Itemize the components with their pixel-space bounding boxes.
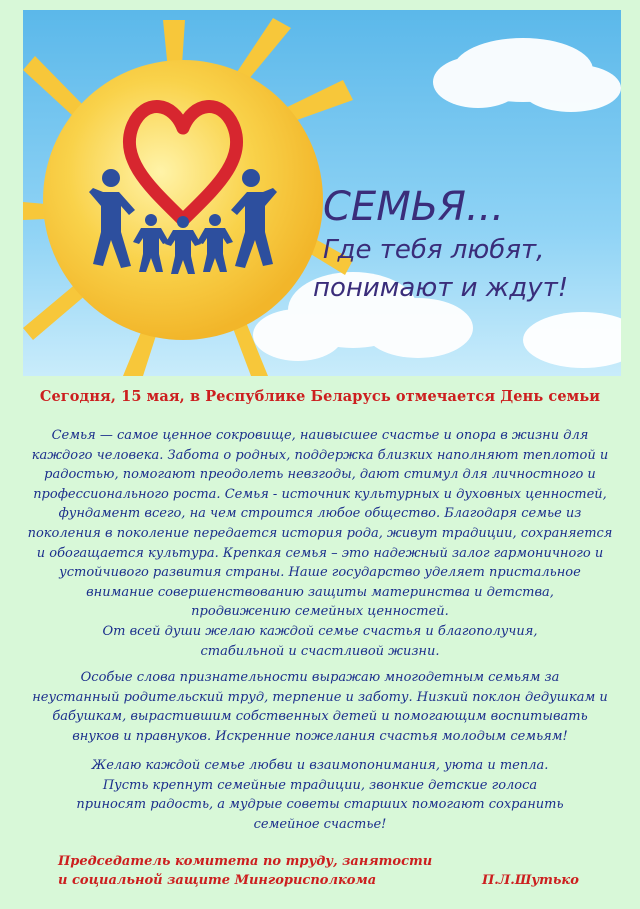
- text-line: устойчивого развития страны. Наше государство уделяет пристальное: [59, 565, 581, 581]
- paragraph-wishes: [20, 756, 620, 834]
- banner-line-2: понимают и ждут!: [313, 273, 569, 303]
- text-line: радостью, помогают преодолеть невзгоды, дают стимул для личностного и: [44, 467, 596, 483]
- text-line: бабушкам, вырастившим собственных детей и помогающим воспитывать: [52, 709, 588, 725]
- signature-line-2: и социальной защите Мингорисполкома: [58, 873, 377, 888]
- text-line: Пусть крепнут семейные традиции, звонкие детские голоса: [102, 777, 538, 793]
- page-title: Сегодня, 15 мая, в Республике Беларусь отмечается День семьи: [39, 388, 601, 405]
- text-line: стабильной и счастливой жизни.: [200, 643, 440, 659]
- text-line: внуков и правнуков. Искренние пожелания счастья молодым семьям!: [72, 728, 568, 744]
- banner-headline: СЕМЬЯ...: [323, 184, 505, 230]
- signature-line-1: Председатель комитета по труду, занятости: [58, 854, 433, 869]
- text-line: неустанный родительский труд, терпение и заботу. Низкий поклон дедушкам и: [32, 689, 608, 705]
- text-line: От всей души желаю каждой семье счастья и благополучия,: [102, 623, 538, 639]
- text-line: семейное счастье!: [253, 816, 387, 832]
- text-line: Семья — самое ценное сокровище, наивысшее счастье и опора в жизни для: [51, 428, 589, 443]
- text-line: продвижению семейных ценностей.: [191, 604, 449, 620]
- text-line: приносят радость, а мудрые советы старших помогают сохранить: [76, 797, 564, 813]
- banner-image: [23, 10, 621, 376]
- signature-name: П.Л.Шутько: [482, 873, 579, 888]
- text-line: каждого человека. Забота о родных, поддержка близких наполняют теплотой и: [31, 447, 609, 463]
- text-line: и обогащается культура. Крепкая семья – это надежный залог гармоничного и: [36, 545, 604, 561]
- text-line: Особые слова признательности выражаю многодетным семьям за: [80, 670, 560, 685]
- text-line: внимание совершенствованию защиты материнства и детства,: [86, 584, 554, 600]
- text-line: фундамент всего, на чем строится любое общество. Благодаря семье из: [58, 506, 582, 522]
- signature-title: [58, 852, 432, 890]
- text-line: профессионального роста. Семья - источник культурных и духовных ценностей,: [33, 486, 607, 502]
- paragraph-gratitude: [20, 668, 620, 746]
- paragraph-main: [20, 426, 620, 661]
- text-line: поколения в поколение передается история рода, живут традиции, сохраняется: [27, 525, 613, 541]
- text-line: Желаю каждой семье любви и взаимопонимания, уюта и тепла.: [91, 758, 549, 773]
- banner-line-1: Где тебя любят,: [323, 235, 545, 265]
- sun-shape: [43, 60, 323, 340]
